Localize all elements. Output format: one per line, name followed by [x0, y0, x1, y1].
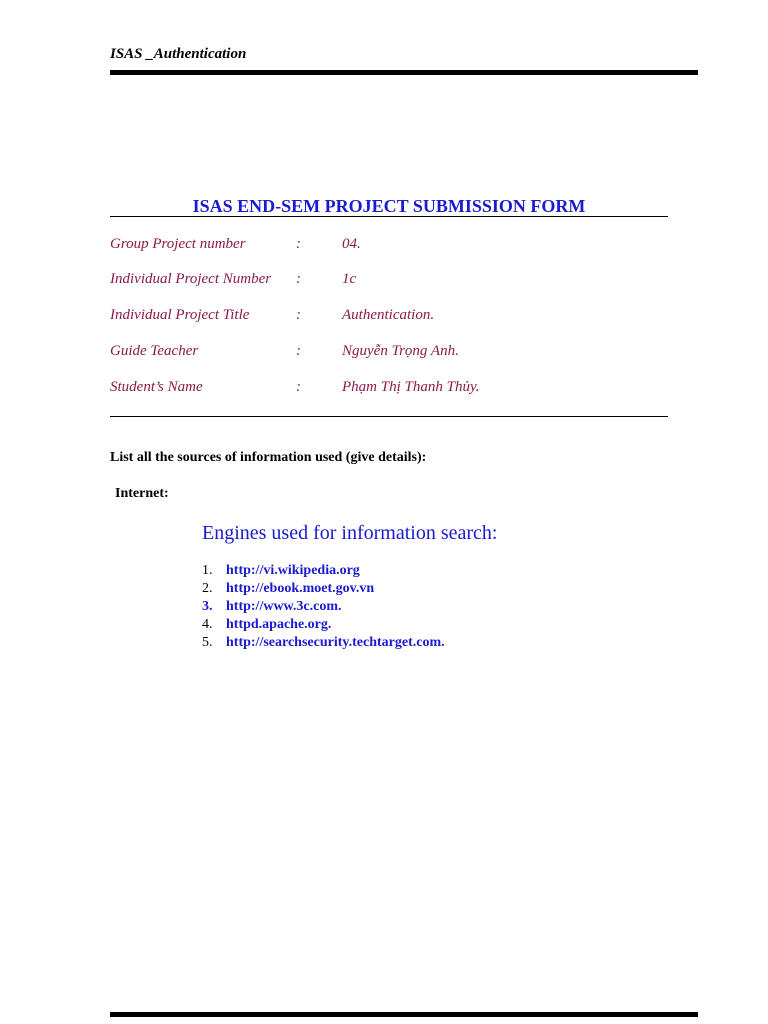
field-row-group-project-number: [110, 236, 670, 256]
list-number: 4.: [202, 617, 213, 632]
engine-link[interactable]: http://vi.wikipedia.org: [226, 563, 360, 578]
field-row-individual-project-number: [110, 271, 670, 291]
footer-rule: [110, 1012, 698, 1017]
field-row-individual-project-title: [110, 307, 670, 327]
field-colon: :: [296, 307, 301, 323]
list-number: 1.: [202, 563, 213, 578]
list-number: 5.: [202, 635, 213, 650]
list-number: 2.: [202, 581, 213, 596]
header-rule: [110, 70, 698, 75]
form-title: ISAS END-SEM PROJECT SUBMISSION FORM: [192, 196, 586, 216]
field-colon: :: [296, 236, 301, 252]
field-colon: :: [296, 379, 301, 395]
field-label: Student’s Name: [110, 379, 203, 395]
engine-link[interactable]: http://www.3c.com.: [226, 599, 342, 614]
field-row-guide-teacher: [110, 343, 670, 363]
form-title-divider: [110, 216, 668, 217]
engine-link[interactable]: http://searchsecurity.techtarget.com.: [226, 635, 445, 650]
list-number: 3.: [202, 599, 213, 614]
field-colon: :: [296, 343, 301, 359]
engine-link[interactable]: http://ebook.moet.gov.vn: [226, 581, 375, 596]
field-value: Nguyễn Trọng Anh.: [342, 343, 459, 359]
field-label: Individual Project Title: [110, 307, 250, 323]
header-title: ISAS _Authentication: [110, 46, 247, 62]
field-label: Group Project number: [110, 236, 246, 252]
field-value: Phạm Thị Thanh Thủy.: [342, 379, 480, 395]
internet-label: Internet:: [115, 486, 169, 501]
field-label: Individual Project Number: [110, 271, 272, 287]
engine-link[interactable]: httpd.apache.org.: [226, 617, 332, 632]
field-label: Guide Teacher: [110, 343, 199, 359]
field-row-student-name: [110, 379, 670, 399]
field-colon: :: [296, 271, 301, 287]
field-value: 04.: [342, 236, 361, 252]
field-value: Authentication.: [342, 307, 435, 323]
form-bottom-divider: [110, 416, 668, 417]
engines-heading: Engines used for information search:: [202, 522, 498, 544]
field-value: 1c: [342, 271, 357, 287]
sources-label: List all the sources of information used (give details):: [110, 450, 427, 465]
